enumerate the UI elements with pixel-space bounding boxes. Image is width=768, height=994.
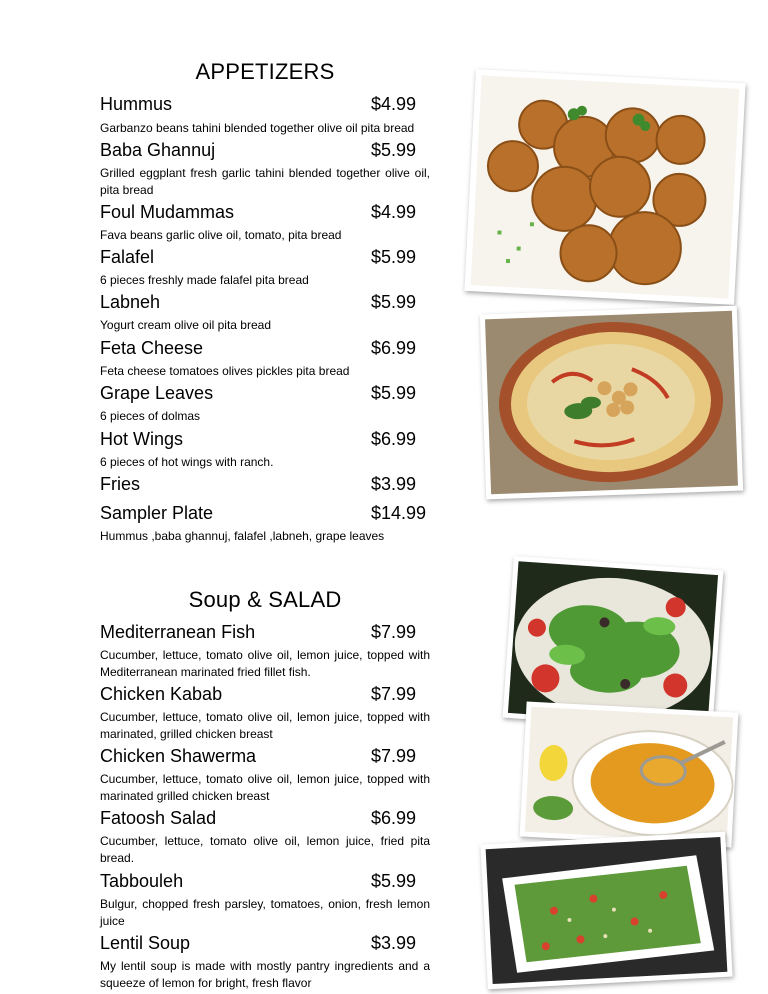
item-name: Lentil Soup [100,933,191,953]
item-description: Hummus ,baba ghannuj, falafel ,labneh, grape leaves [100,529,385,543]
item-name: Fries [100,474,140,494]
item-description: Yogurt cream olive oil pita bread [100,318,271,332]
item-name: Falafel [100,247,155,267]
item-description: Cucumber, lettuce, tomato olive oil, lemon juice, topped with marinated, grilled chicken breast [100,710,430,741]
item-name: Chicken Shawerma [100,746,257,766]
item-description: Garbanzo beans tahini blended together olive oil pita bread [100,121,415,135]
item-description: 6 pieces freshly made falafel pita bread [100,273,309,287]
item-name: Feta Cheese [100,338,204,358]
hummus-image [480,306,743,500]
item-price: $4.99 [371,94,417,114]
item-price: $6.99 [371,338,417,358]
item-description: Feta cheese tomatoes olives pickles pita bread [100,364,350,378]
item-price: $5.99 [371,292,417,312]
item-description: Cucumber, lettuce, tomato olive oil, lemon juice, topped with Mediterranean marinated fried fillet fish. [100,648,430,679]
lentil-soup-image [520,702,739,848]
item-price: $7.99 [371,746,417,766]
item-name: Fatoosh Salad [100,808,217,828]
item-description: Grilled eggplant fresh garlic tahini blended together olive oil, pita bread [100,166,430,197]
item-name: Foul Mudammas [100,202,235,222]
item-description: 6 pieces of dolmas [100,409,201,423]
item-description: Cucumber, lettuce, tomato olive oil, lemon juice, fried pita bread. [100,834,430,865]
item-price: $14.99 [371,503,427,523]
falafel-photo [464,69,745,305]
item-price: $5.99 [371,140,417,160]
item-name: Baba Ghannuj [100,140,216,160]
lentil-soup-photo [520,702,739,848]
item-name: Sampler Plate [100,503,214,523]
item-description: My lentil soup is made with mostly pantry ingredients and a squeeze of lemon for bright, fresh flavor [100,959,430,990]
item-price: $5.99 [371,383,417,403]
tabbouleh-image [480,832,732,990]
item-description: 6 pieces of hot wings with ranch. [100,455,274,469]
item-price: $3.99 [371,933,417,953]
appetizers-heading: APPETIZERS [195,59,335,84]
item-price: $6.99 [371,808,417,828]
falafel-image [464,69,745,305]
item-price: $5.99 [371,247,417,267]
item-description: Bulgur, chopped fresh parsley, tomatoes, onion, fresh lemon juice [100,897,430,928]
item-name: Grape Leaves [100,383,214,403]
item-name: Hummus [100,94,173,114]
item-name: Mediterranean Fish [100,622,256,642]
item-name: Tabbouleh [100,871,184,891]
item-description: Fava beans garlic olive oil, tomato, pita bread [100,228,342,242]
item-price: $7.99 [371,684,417,704]
item-price: $4.99 [371,202,417,222]
hummus-photo [480,306,743,500]
tabbouleh-photo [480,832,732,990]
item-price: $6.99 [371,429,417,449]
item-description: Cucumber, lettuce, tomato olive oil, lemon juice, topped with marinated grilled chicken breast [100,772,430,803]
item-price: $5.99 [371,871,417,891]
item-name: Labneh [100,292,161,312]
item-price: $3.99 [371,474,417,494]
item-name: Hot Wings [100,429,184,449]
item-name: Chicken Kabab [100,684,223,704]
item-price: $7.99 [371,622,417,642]
soup-salad-heading: Soup & SALAD [188,587,342,612]
